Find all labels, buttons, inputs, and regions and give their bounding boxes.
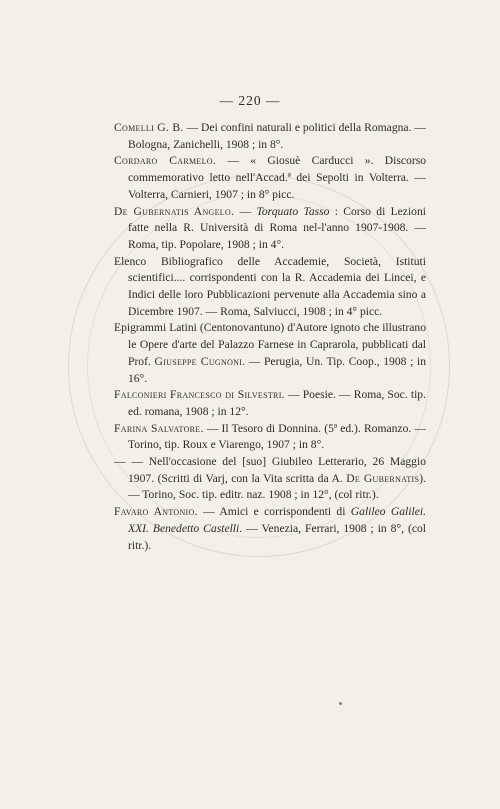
entry-author: De Gubernatis Angelo. <box>114 204 235 218</box>
bibliography-entry <box>114 454 426 504</box>
ink-speck <box>339 702 342 705</box>
entry-title: Galileo Galilei. XXI. Benedetto Castelli <box>128 505 426 535</box>
entry-text: — Il Tesoro di Donnina. (5ª ed.). Romanzo. — Torino, tip. Roux e Viarengo, 1907 ; in 8°. <box>128 421 427 452</box>
entry-author: Farina Salvatore. <box>114 421 204 435</box>
bibliography-entry <box>114 421 426 454</box>
entry-editor: De Gubernatis <box>346 471 420 485</box>
bibliography-entry <box>114 387 426 420</box>
entry-author: Cordaro Carmelo. <box>114 154 217 168</box>
bibliography-entry <box>114 504 426 554</box>
entry-text-after: . — Venezia, Ferrari, 1908 ; in 8°, (col ritr.). <box>128 521 426 552</box>
entry-author: Favaro Antonio. <box>114 505 198 519</box>
bibliography-entry <box>114 320 426 387</box>
bibliography-entry: De Gubernatis Angelo. — Torquato Tasso : Corso di Lezioni fatte nella R. Università di Roma nel-l'anno 1907-1908. — Roma, tip. Popolare, 1908 ; in 4°. <box>114 204 426 251</box>
entry-text: Elenco Bibliografico delle Accademie, Società, Istituti scientifici.... corrispondenti con la R. Accademia dei Lincei, e Indici delle loro Pubblicazioni pervenute alla Accademia sino a Dicembre 1907. — Roma, Salviucci, 1908 ; in 4° picc. <box>114 254 426 318</box>
bibliography-entry <box>114 120 426 153</box>
bibliography-list <box>114 120 426 554</box>
entry-text: — Poesie. — Roma, Soc. tip. ed. romana, 1908 ; in 12°. <box>128 388 426 418</box>
entry-text-after: . — Perugia, Un. Tip. Coop., 1908 ; in 16°. <box>128 354 426 385</box>
entry-text: — Dei confini naturali e politici della Romagna. — Bologna, Zanichelli, 1908 ; in 8°. <box>128 121 426 151</box>
bibliography-entry <box>114 254 426 321</box>
entry-lead: — — <box>114 455 149 469</box>
entry-title: Torquato Tasso <box>256 204 330 218</box>
entry-editor: Giuseppe Cugnoni <box>154 354 243 368</box>
entry-text: : Corso di Lezioni fatte nella R. Università di Roma nel-l'anno 1907-1908. — Roma, tip. Popolare, 1908 ; in 4°. <box>128 204 426 251</box>
entry-text: Nell'occasione del [suo] Giubileo Letterario, 26 Maggio 1907. (Scritti di Varj, con la Vita scritta da A. <box>128 455 426 485</box>
page-number: — 220 — <box>219 93 281 108</box>
entry-text: — « Giosuè Carducci ». Discorso commemorativo letto nell'Accad.ª dei Sepolti in Volterra. — Volterra, Carnieri, 1907 ; in 8° picc. <box>128 154 427 201</box>
entry-author: Comelli G. B. <box>114 121 184 134</box>
entry-author: Falconieri Francesco di Silvestri. <box>114 388 285 402</box>
bibliography-entry <box>114 153 426 203</box>
entry-text: Epigrammi Latini (Centonovantuno) d'Autore ignoto che illustrano le Opere d'arte del Palazzo Farnese in Caprarola, pubblicati dal Prof. <box>114 321 426 368</box>
entry-text: — Amici e corrispondenti di <box>197 505 351 519</box>
entry-text-after: ). — Torino, Soc. tip. editr. naz. 1908 ; in 12°, (col ritr.). <box>128 471 427 502</box>
